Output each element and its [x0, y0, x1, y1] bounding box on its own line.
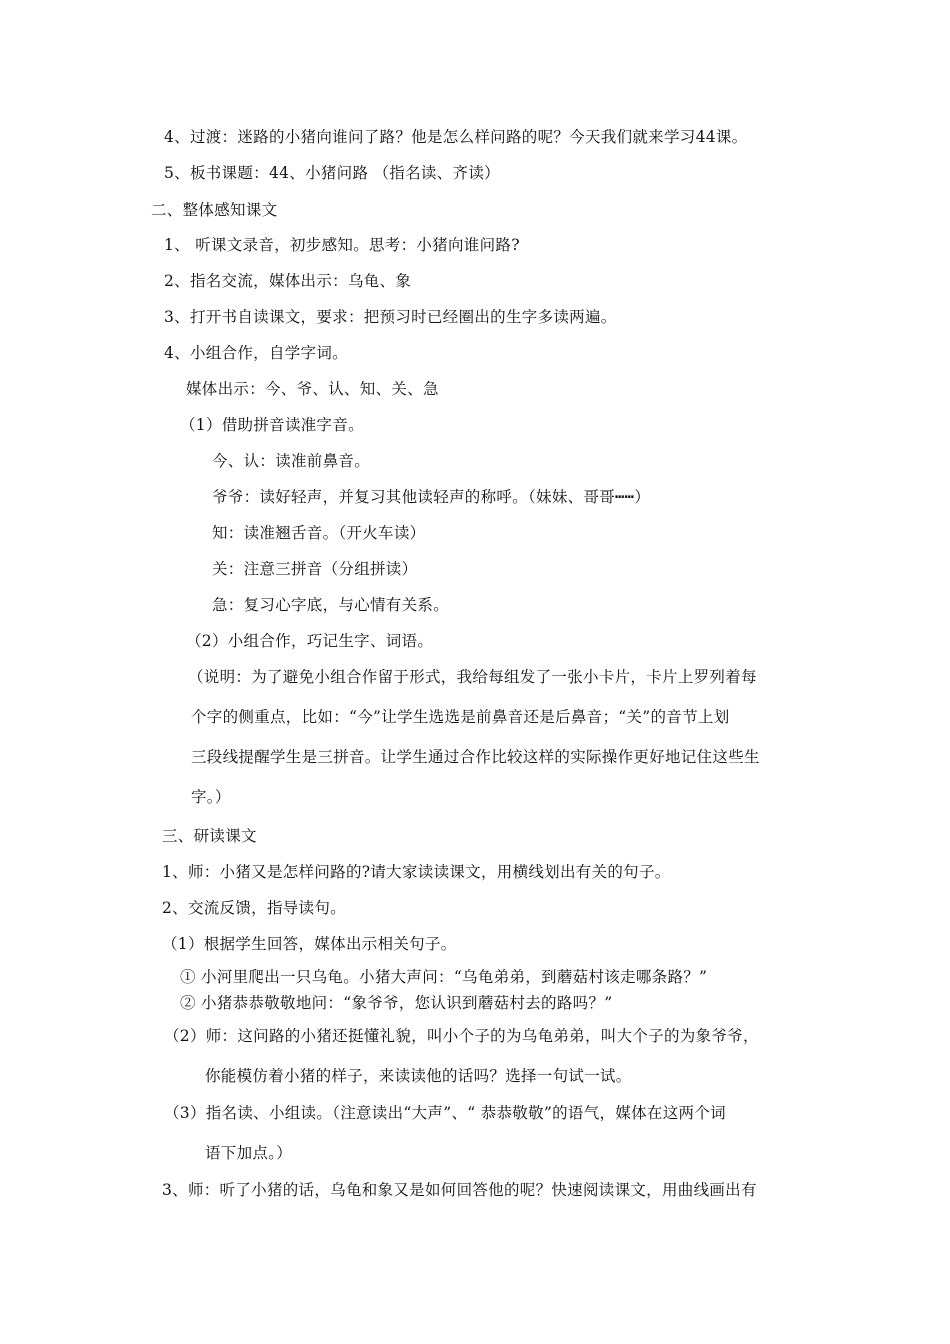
subheading-student-answer: （1）根据学生回答，媒体出示相关句子。 [162, 935, 457, 953]
text-line-three-part: 关：注意三拼音（分组拼读） [212, 560, 418, 578]
text-line-exchange: 2、指名交流，媒体出示：乌龟、象 [164, 272, 412, 290]
text-line-feedback: 2、交流反馈，指导读句。 [162, 899, 346, 917]
text-line-listen: 1、 听课文录音，初步感知。思考：小猪向谁问路? [164, 236, 520, 254]
text-line-note-4: 字。） [191, 788, 231, 806]
subheading-memorize: （2）小组合作，巧记生字、词语。 [186, 632, 434, 650]
subheading-pinyin: （1）借助拼音读准字音。 [180, 416, 364, 434]
text-line-board-title: 5、板书课题：44、小猪问路 （指名读、齐读） [164, 164, 500, 182]
text-line-retroflex: 知：读准翘舌音。（开火车读） [212, 524, 426, 542]
text-line-polite-1: （2）师：这问路的小猪还挺懂礼貌，叫小个子的为乌龟弟弟，叫大个子的为象爷爷， [164, 1027, 759, 1045]
text-line-note-1: （说明：为了避免小组合作留于形式，我给每组发了一张小卡片，卡片上罗列着每 [188, 668, 757, 686]
text-line-group-read-1: （3）指名读、小组读。（注意读出“大声”、“ 恭恭敬敬”的语气，媒体在这两个词 [164, 1104, 726, 1122]
text-line-self-read: 3、打开书自读课文，要求：把预习时已经圈出的生字多读两遍。 [164, 308, 617, 326]
text-line-teacher-question: 1、师：小猪又是怎样问路的?请大家读读课文，用横线划出有关的句子。 [162, 863, 671, 881]
text-line-polite-2: 你能模仿着小猪的样子，来读读他的话吗？选择一句试一试。 [205, 1067, 632, 1085]
text-line-sentence-1: ① 小河里爬出一只乌龟。小猪大声问：“乌龟弟弟，到蘑菇村该走哪条路？” [180, 968, 708, 986]
text-line-teacher-answer: 3、师：听了小猪的话，乌龟和象又是如何回答他的呢？快速阅读课文，用曲线画出有 [162, 1181, 757, 1199]
text-line-neutral-tone: 爷爷：读好轻声，并复习其他读轻声的称呼。（妹妹、哥哥┅┅） [212, 488, 651, 506]
text-line-transition: 4、过渡：迷路的小猪向谁问了路？他是怎么样问路的呢？今天我们就来学习44课。 [164, 128, 748, 146]
text-line-media-characters: 媒体出示：今、爷、认、知、关、急 [186, 380, 439, 398]
text-line-group-read-2: 语下加点。） [205, 1144, 293, 1162]
text-line-heart-radical: 急：复习心字底，与心情有关系。 [212, 596, 450, 614]
text-line-sentence-2: ② 小猪恭恭敬敬地问：“象爷爷，您认识到蘑菇村去的路吗？” [180, 994, 613, 1012]
section-heading-overview: 二、整体感知课文 [151, 201, 278, 219]
text-line-note-2: 个字的侧重点，比如：“今”让学生选选是前鼻音还是后鼻音；“关”的音节上划 [191, 708, 730, 726]
text-line-group-work: 4、小组合作，自学字词。 [164, 344, 348, 362]
text-line-front-nasal: 今、认：读准前鼻音。 [212, 452, 371, 470]
text-line-note-3: 三段线提醒学生是三拼音。让学生通过合作比较这样的实际操作更好地记住这些生 [191, 748, 760, 766]
section-heading-study: 三、研读课文 [162, 827, 257, 845]
